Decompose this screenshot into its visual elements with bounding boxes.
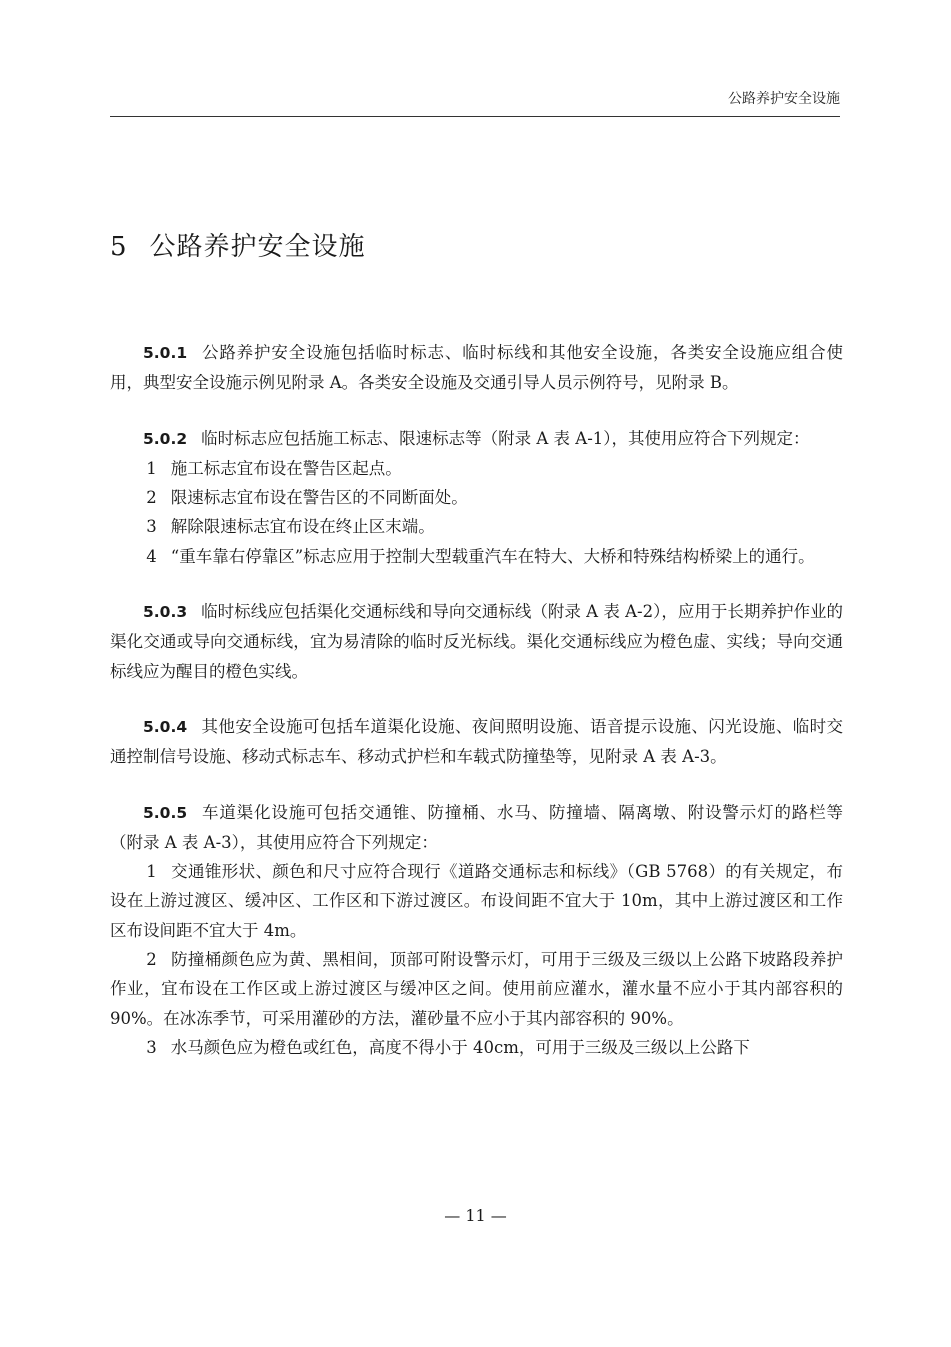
clause-text: 临时标志应包括施工标志、限速标志等（附录 A 表 A-1），其使用应符合下列规定： — [201, 428, 810, 448]
clause-paragraph — [110, 798, 843, 858]
page-number: — 11 — — [444, 1206, 507, 1225]
item-text: 水马颜色应为橙色或红色，高度不得小于 40cm，可用于三级及三级以上公路下 — [170, 1037, 750, 1057]
item-number: 3 — [146, 1037, 157, 1057]
list-item — [110, 857, 843, 945]
clause-number: 5.0.4 — [143, 717, 188, 736]
list-item — [110, 512, 843, 541]
clause-number: 5.0.5 — [143, 803, 188, 822]
chapter-title-text: 公路养护安全设施 — [149, 232, 366, 262]
list-item — [110, 542, 843, 571]
body-text — [110, 338, 843, 1088]
clause-paragraph — [110, 424, 843, 454]
item-number: 1 — [146, 862, 157, 882]
item-number: 2 — [146, 488, 157, 508]
list-item — [110, 483, 843, 512]
clause-5-0-4 — [110, 712, 843, 772]
item-text: 限速标志宜布设在警告区的不同断面处。 — [170, 488, 468, 508]
clause-paragraph — [110, 712, 843, 772]
chapter-number: 5 — [110, 232, 128, 262]
clause-number: 5.0.1 — [143, 344, 188, 362]
item-text: 防撞桶颜色应为黄、黑相间，顶部可附设警示灯，可用于三级及三级以上公路下坡路段养护作业，宜布设在工作区或上游过渡区与缓冲区之间。使用前应灌水，灌水量不应小于其内部容积的 90%。在冰冻季节，可采用灌砂的方法，灌砂量不应小于其内部容积的 90%。 — [110, 950, 843, 1028]
clause-text: 车道渠化设施可包括交通锥、防撞桶、水马、防撞墙、隔离墩、附设警示灯的路栏等（附录 A 表 A-3），其使用应符合下列规定： — [110, 802, 843, 852]
header-divider — [110, 116, 840, 117]
item-text: 施工标志宜布设在警告区起点。 — [170, 458, 402, 478]
clause-text: 其他安全设施可包括车道渠化设施、夜间照明设施、语音提示设施、闪光设施、临时交通控制信号设施、移动式标志车、移动式护栏和车载式防撞垫等，见附录 A 表 A-3。 — [110, 716, 843, 767]
item-text: 解除限速标志宜布设在终止区末端。 — [170, 517, 435, 537]
list-item — [110, 945, 843, 1033]
list-item — [110, 1033, 843, 1062]
clause-5-0-5 — [110, 798, 843, 1063]
list-item — [110, 454, 843, 483]
clause-number: 5.0.2 — [143, 429, 188, 448]
item-number: 3 — [146, 517, 157, 537]
clause-paragraph — [110, 597, 843, 686]
clause-5-0-3 — [110, 597, 843, 686]
item-number: 1 — [146, 458, 157, 478]
item-number: 4 — [146, 546, 157, 566]
item-text: “重车靠右停靠区”标志应用于控制大型载重汽车在特大、大桥和特殊结构桥梁上的通行。 — [170, 546, 815, 566]
item-number: 2 — [146, 950, 157, 970]
clause-number: 5.0.3 — [143, 603, 188, 622]
chapter-title — [110, 226, 366, 263]
clause-5-0-2 — [110, 424, 843, 571]
item-text: 交通锥形状、颜色和尺寸应符合现行《道路交通标志和标线》（GB 5768）的有关规定，布设在上游过渡区、缓冲区、工作区和下游过渡区。布设间距不宜大于 10m，其中上游过渡区和工作区布设间距不宜大于 4m。 — [110, 862, 843, 940]
clause-text: 临时标线应包括渠化交通标线和导向交通标线（附录 A 表 A-2），应用于长期养护作业的渠化交通或导向交通标线，宜为易清除的临时反光标线。渠化交通标线应为橙色虚、实线；导向交通标线应为醒目的橙色实线。 — [110, 602, 843, 681]
clause-paragraph — [110, 338, 843, 398]
running-header: 公路养护安全设施 — [728, 91, 840, 107]
clause-5-0-1 — [110, 338, 843, 398]
clause-text: 公路养护安全设施包括临时标志、临时标线和其他安全设施，各类安全设施应组合使用，典型安全设施示例见附录 A。各类安全设施及交通引导人员示例符号，见附录 B。 — [110, 343, 843, 393]
